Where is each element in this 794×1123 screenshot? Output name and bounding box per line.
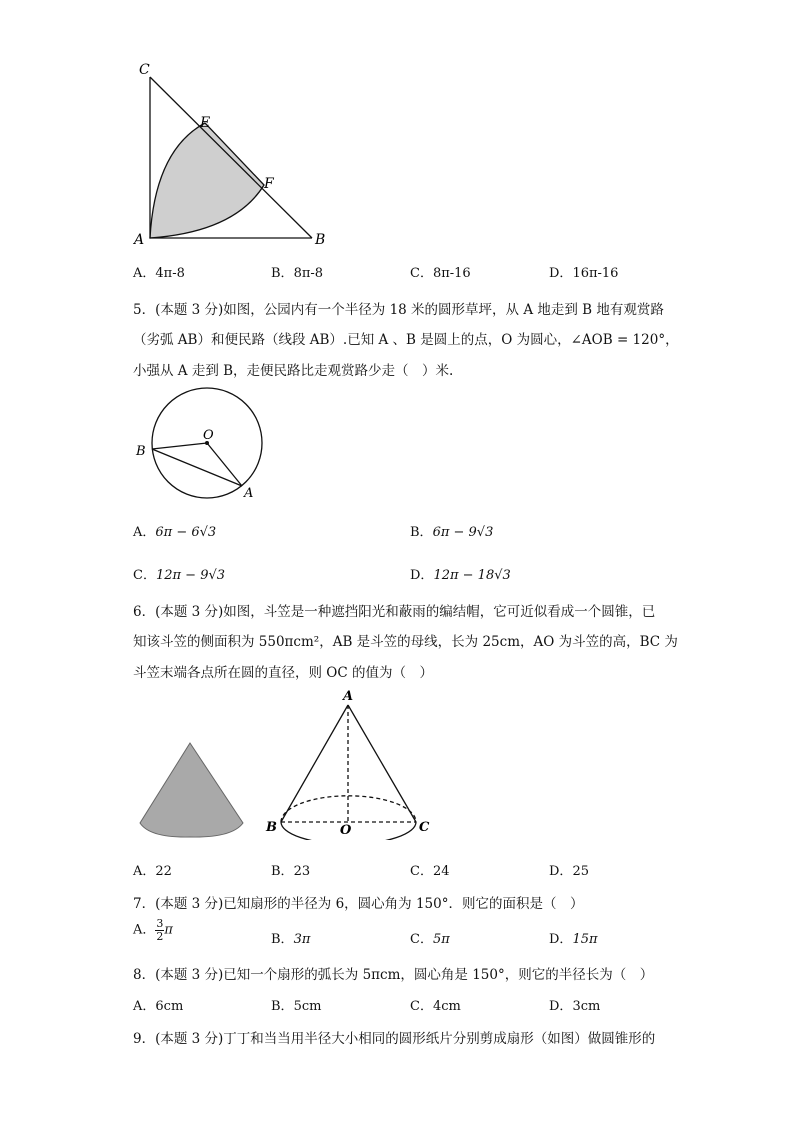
label-e: E [200, 115, 211, 131]
q8-option-d[interactable]: D．3cm [549, 999, 601, 1014]
q6-hat-figure [135, 738, 250, 838]
q5-option-a[interactable]: A．6π − 6√3 [133, 525, 217, 540]
label-o: O [340, 823, 352, 838]
generatrix-ac [348, 705, 416, 822]
q6-option-c[interactable]: C．24 [410, 864, 450, 879]
q4-option-a[interactable]: A．4π-8 [133, 266, 185, 281]
q8-option-a[interactable]: A．6cm [133, 999, 184, 1014]
q6-stem-line1: 6．(本题 3 分)如图，斗笠是一种遮挡阳光和蔽雨的编结帽，它可近似看成一个圆锥，已 [133, 604, 656, 620]
q7-option-d[interactable]: D．15π [549, 932, 598, 947]
q8-option-c[interactable]: C．4cm [410, 999, 461, 1014]
q5-figure [130, 385, 270, 505]
radius-oa [207, 443, 242, 486]
q6-cone-figure [262, 685, 437, 840]
label-b: B [136, 444, 146, 459]
q4-option-c[interactable]: C．8π-16 [410, 266, 471, 281]
q4-option-d[interactable]: D．16π-16 [549, 266, 619, 281]
label-f: F [264, 176, 274, 192]
q7-stem: 7．(本题 3 分)已知扇形的半径为 6，圆心角为 150°．则它的面积是（ ） [133, 896, 584, 912]
label-a: A [244, 486, 254, 501]
q7-option-a[interactable]: A． $\frac{3}{2}$ π [133, 917, 173, 943]
shaded-region [150, 123, 264, 238]
radius-ob [152, 443, 207, 449]
q6-option-a[interactable]: A．22 [133, 864, 172, 879]
q6-stem-line3: 斗笠末端各点所在圆的直径，则 OC 的值为（ ） [133, 665, 433, 681]
q8-stem: 8．(本题 3 分)已知一个扇形的弧长为 5πcm，圆心角是 150°，则它的半径长为（ ） [133, 967, 654, 983]
q7-option-b[interactable]: B．3π [271, 932, 311, 947]
q6-option-d[interactable]: D．25 [549, 864, 589, 879]
q5-stem-line3: 小强从 A 走到 B，走便民路比走观赏路少走（ ）米. [133, 363, 454, 379]
q7-option-c[interactable]: C．5π [410, 932, 450, 947]
generatrix-ab [281, 705, 348, 822]
q5-option-d[interactable]: D．12π − 18√3 [410, 568, 511, 583]
label-o: O [203, 428, 214, 443]
label-a: A [343, 689, 354, 704]
q8-option-b[interactable]: B．5cm [271, 999, 322, 1014]
label-c: C [419, 820, 430, 835]
q5-option-b[interactable]: B．6π − 9√3 [410, 525, 494, 540]
fraction: $\frac{3}{2}$ [156, 917, 164, 943]
q5-option-c[interactable]: C．12π − 9√3 [133, 568, 226, 583]
q5-stem-line1: 5．(本题 3 分)如图，公园内有一个半径为 18 米的圆形草坪，从 A 地走到 B 地有观赏路 [133, 302, 664, 318]
hat-cone [140, 743, 243, 837]
label-b: B [266, 820, 277, 835]
q4-option-b[interactable]: B．8π-8 [271, 266, 324, 281]
q5-stem-line2: （劣弧 AB）和便民路（线段 AB）.已知 A 、B 是圆上的点，O 为圆心，∠AOB = 120°， [133, 332, 679, 348]
q6-stem-line2: 知该斗笠的侧面积为 550πcm²，AB 是斗笠的母线，长为 25cm，AO 为斗笠的高，BC 为 [133, 634, 678, 650]
q6-option-b[interactable]: B．23 [271, 864, 311, 879]
label-b: B [315, 232, 326, 248]
chord-ab [152, 449, 242, 486]
label-a: A [134, 232, 145, 248]
label-c: C [139, 62, 150, 78]
q9-stem: 9．(本题 3 分)丁丁和当当用半径大小相同的圆形纸片分别剪成扇形（如图）做圆锥形的 [133, 1031, 656, 1047]
q4-figure [130, 55, 340, 255]
